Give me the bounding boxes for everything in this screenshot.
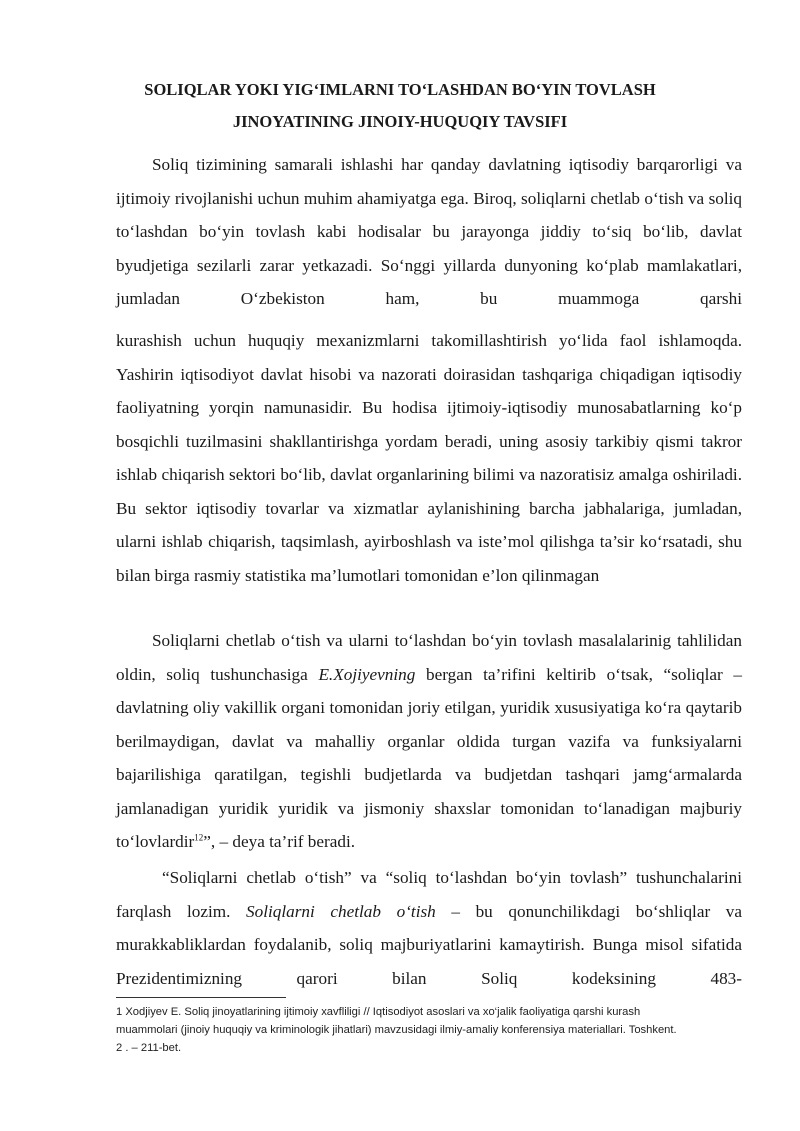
document-title [100, 74, 700, 138]
paragraph-2: kurashish uchun huquqiy mexanizmlarni takomillashtirish yo‘lida faol ishlamoqda. Yashirin iqtisodiyot davlat hisobi va nazorati doirasidan tashqariga chiqadigan iqtisodiy faoliyatning yorqin namunasidir. Bu hodisa ijtimoiy-iqtisodiy munosabatlarning ko‘p bosqichli tuzilmasini shakllantirishga yordam beradi, uning asosiy tarkibiy qismi takror ishlab chiqarish sektori bo‘lib, davlat organlarining bilimi va nazoratisiz amalga oshiriladi. Bu sektor iqtisodiy tovarlar va xizmatlar aylanishining barcha jabhalariga, jumladan, ularni ishlab chiqarish, taqsimlash, ayirboshlash va iste’mol qilishga ta’sir ko‘rsatadi, shu bilan birga rasmiy statistika ma’lumotlari tomonidan e’lon qilinmagan [116, 331, 742, 585]
footnote-line-1: 1 Xodjiyev E. Soliq jinoyatlarining ijtimoiy xavfliligi // Iqtisodiyot asoslari va xo‘jalik faoliyatiga qarshi kurash [116, 1006, 641, 1018]
footnote-reference[interactable]: 12 [194, 832, 204, 843]
paragraph-1: Soliq tizimining samarali ishlashi har qanday davlatning iqtisodiy barqarorligi va ijtimoiy rivojlanishi uchun muhim ahamiyatga ega. Biroq, soliqlarni chetlab o‘tish va soliq to‘lashdan bo‘yin tovlash kabi hodisalar bu jarayonga jiddiy to‘siq bo‘lib, davlat byudjetiga sezilarli zarar yetkazadi. So‘nggi yillarda dunyoning ko‘plab mamlakatlari, jumladan O‘zbekiston ham, bu muammoga qarshi [116, 155, 742, 308]
footnote-line-3: 2 . – 211-bet. [116, 1042, 182, 1054]
footnote [116, 1003, 742, 1057]
paragraph-3-quote: bergan ta’rifini keltirib o‘tsak, “soliqlar – davlatning oliy vakillik organi tomonidan joriy etilgan, yuridik xususiyatiga ko‘ra qaytarib berilmaydigan, davlat va mahalliy organlar oldida turgan vazifa va funksiyalarni bajarilishiga qaratilgan, tegishli budjetlarda va budjetdan tashqari jamg‘armalarda jamlanadigan yuridik yuridik va jismoniy shaxslar tomonidan to‘lanadigan majburiy to‘lovlardir [116, 664, 742, 851]
paragraph-4-start: “Soliqlarni chetlab o‘tish” va “soliq to‘lashdan bo‘yin tovlash” tushunchalarini farqlash lozim. [116, 868, 742, 921]
paragraph-3-intro: Soliqlarni chetlab o‘tish va ularni to‘lashdan bo‘yin tovlash masalalarinig tahlilidan oldin, soliq tushunchasiga [116, 631, 742, 684]
paragraph-4 [116, 861, 742, 995]
paragraph-4-rest: – bu qonunchilikdagi bo‘shliqlar va murakkabliklardan foydalanib, soliq majburiyatlarini kamaytirish. Bunga misol sifatida Prezidentimizning qarori bilan Soliq kodeksining 483- [116, 901, 743, 988]
title-line-1: SOLIQLAR YOKI YIG‘IMLARNI TO‘LASHDAN BO‘YIN TOVLASH [144, 80, 656, 99]
author-name: E.Xojiyevning [318, 664, 416, 684]
paragraph-3 [116, 624, 742, 859]
defined-term: Soliqlarni chetlab o‘tish [246, 901, 436, 921]
title-line-2: JINOYATINING JINOIY-HUQUQIY TAVSIFI [232, 112, 568, 131]
paragraph-3-ending: ”, – deya ta’rif beradi. [203, 832, 356, 851]
footnote-line-2: muammolari (jinoiy huquqiy va kriminologik jihatlari) mavzusidagi ilmiy-amaliy konferensiya materiallari. Toshkent. [116, 1024, 677, 1036]
footnote-separator [116, 997, 286, 998]
